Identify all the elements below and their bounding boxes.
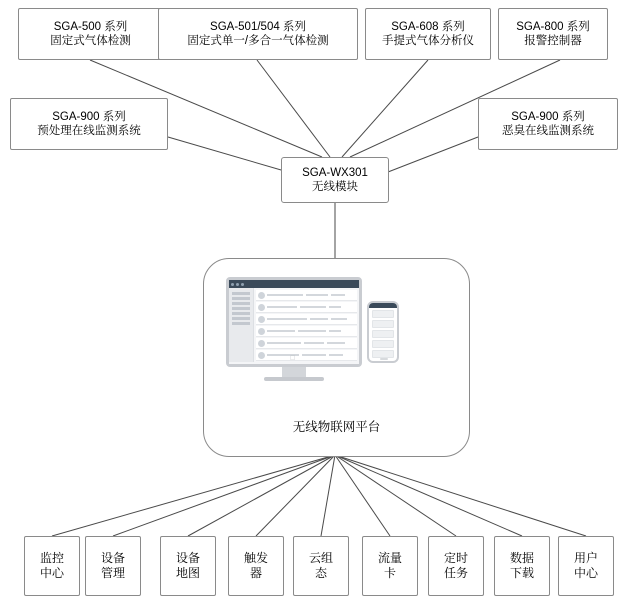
row-avatar-icon	[258, 352, 265, 359]
row-text-line	[267, 342, 301, 344]
titlebar-dot	[231, 283, 234, 286]
row-text-line	[329, 354, 343, 356]
node-sga-900-pretreatment[interactable]	[10, 98, 168, 150]
platform-label: 无线物联网平台	[292, 420, 381, 434]
node-monitor-center-line2: 中心	[39, 566, 64, 580]
monitor-list-row	[256, 314, 357, 325]
platform-container	[203, 258, 470, 457]
line-platform-b6	[335, 455, 390, 536]
line-platform-b5	[321, 455, 335, 536]
monitor-app-sidebar	[229, 288, 254, 362]
row-text-line	[304, 342, 324, 344]
desktop-monitor	[226, 277, 362, 383]
row-text-line	[329, 306, 341, 308]
node-data-download[interactable]	[494, 536, 550, 596]
row-text-line	[331, 294, 345, 296]
node-scheduled-task-line2: 任务	[443, 566, 468, 580]
node-trigger-line1: 触发	[243, 551, 268, 565]
row-text-line	[327, 342, 345, 344]
monitor-app-list	[254, 288, 359, 362]
row-text-line	[310, 318, 328, 320]
monitor-app-titlebar	[229, 280, 359, 288]
node-sga-608-line1: SGA-608 系列	[391, 20, 465, 33]
row-text-line	[306, 294, 328, 296]
row-avatar-icon	[258, 292, 265, 299]
node-user-center[interactable]	[558, 536, 614, 596]
mobile-phone	[367, 301, 399, 363]
titlebar-dot	[236, 283, 239, 286]
row-avatar-icon	[258, 340, 265, 347]
row-text-line	[300, 306, 326, 308]
node-sga-900-odor-line1: SGA-900 系列	[511, 110, 585, 123]
node-device-management[interactable]	[85, 536, 141, 596]
node-monitor-center-line1: 监控	[39, 551, 64, 565]
monitor-stand	[264, 377, 324, 381]
sidebar-placeholder-line	[232, 292, 250, 295]
monitor-screen-content	[229, 280, 359, 364]
node-data-sim-card-line2: 卡	[383, 566, 396, 580]
node-sga-608[interactable]	[365, 8, 491, 60]
row-text-line	[298, 330, 326, 332]
line-platform-b1	[52, 455, 335, 536]
line-right-hub	[388, 137, 478, 172]
node-device-management-line1: 设备	[100, 551, 125, 565]
node-cloud-scada-line2: 态	[314, 566, 327, 580]
node-trigger[interactable]	[228, 536, 284, 596]
row-text-line	[329, 330, 341, 332]
phone-list-row	[372, 340, 394, 348]
line-platform-b4	[256, 455, 335, 536]
row-text-line	[331, 318, 347, 320]
sidebar-placeholder-line	[232, 297, 250, 300]
node-sga-800-line2: 报警控制器	[524, 35, 582, 47]
node-scheduled-task[interactable]	[428, 536, 484, 596]
node-sga-500-line2: 固定式气体检测	[50, 35, 131, 47]
node-hub-line2: 无线模块	[312, 181, 358, 193]
row-avatar-icon	[258, 316, 265, 323]
row-avatar-icon	[258, 328, 265, 335]
node-user-center-line2: 中心	[573, 566, 598, 580]
phone-statusbar	[369, 303, 397, 308]
node-data-download-line1: 数据	[509, 551, 534, 565]
node-trigger-line2: 器	[249, 566, 262, 580]
monitor-list-row	[256, 338, 357, 349]
sidebar-placeholder-line	[232, 317, 250, 320]
phone-home-indicator	[380, 358, 388, 360]
node-data-sim-card[interactable]	[362, 536, 418, 596]
line-platform-b2	[113, 455, 335, 536]
node-sga-wx301-hub[interactable]	[281, 157, 389, 203]
node-device-management-line2: 管理	[100, 566, 125, 580]
node-data-download-line2: 下载	[509, 566, 534, 580]
node-monitor-center[interactable]	[24, 536, 80, 596]
monitor-list-row	[256, 302, 357, 313]
monitor-app-body	[229, 288, 359, 362]
node-hub-line1: SGA-WX301	[302, 166, 368, 179]
node-sga-501-504-line2: 固定式单一/多合一气体检测	[187, 35, 329, 47]
sidebar-placeholder-line	[232, 307, 250, 310]
node-sga-608-line2: 手提式气体分析仪	[382, 35, 474, 47]
row-avatar-icon	[258, 304, 265, 311]
phone-list-row	[372, 330, 394, 338]
node-sga-800[interactable]	[498, 8, 608, 60]
node-device-map[interactable]	[160, 536, 216, 596]
phone-list-row	[372, 320, 394, 328]
node-cloud-scada-line1: 云组	[308, 551, 333, 565]
node-user-center-line1: 用户	[573, 551, 598, 565]
node-sga-501-504[interactable]	[158, 8, 358, 60]
sidebar-placeholder-line	[232, 312, 250, 315]
line-platform-b9	[335, 455, 586, 536]
phone-list-row	[372, 310, 394, 318]
node-sga-500[interactable]	[18, 8, 163, 60]
node-device-map-line2: 地图	[175, 566, 200, 580]
apple-logo-icon	[290, 355, 295, 362]
row-text-line	[267, 294, 303, 296]
titlebar-dot	[241, 283, 244, 286]
node-sga-900-pretreatment-line2: 预处理在线监测系统	[37, 125, 141, 137]
row-text-line	[267, 306, 297, 308]
line-platform-b7	[335, 455, 456, 536]
node-sga-501-504-line1: SGA-501/504 系列	[210, 20, 306, 33]
sidebar-placeholder-line	[232, 322, 250, 325]
line-top3-hub	[342, 60, 428, 157]
node-data-sim-card-line1: 流量	[377, 551, 402, 565]
line-platform-b3	[188, 455, 335, 536]
monitor-list-row	[256, 350, 357, 361]
monitor-screen	[226, 277, 362, 367]
line-left-hub	[168, 137, 288, 172]
monitor-list-row	[256, 326, 357, 337]
row-text-line	[302, 354, 326, 356]
node-device-map-line1: 设备	[175, 551, 200, 565]
line-top2-hub	[257, 60, 330, 157]
node-cloud-scada[interactable]	[293, 536, 349, 596]
node-sga-900-odor[interactable]	[478, 98, 618, 150]
node-sga-900-pretreatment-line1: SGA-900 系列	[52, 110, 126, 123]
monitor-neck	[282, 367, 306, 377]
node-sga-500-line1: SGA-500 系列	[53, 20, 128, 33]
phone-list-row	[372, 350, 394, 358]
node-sga-900-odor-line2: 恶臭在线监测系统	[502, 125, 594, 137]
sidebar-placeholder-line	[232, 302, 250, 305]
row-text-line	[267, 318, 307, 320]
monitor-list-row	[256, 290, 357, 301]
row-text-line	[267, 330, 295, 332]
node-scheduled-task-line1: 定时	[443, 551, 468, 565]
line-platform-b8	[335, 455, 522, 536]
node-sga-800-line1: SGA-800 系列	[516, 20, 590, 33]
